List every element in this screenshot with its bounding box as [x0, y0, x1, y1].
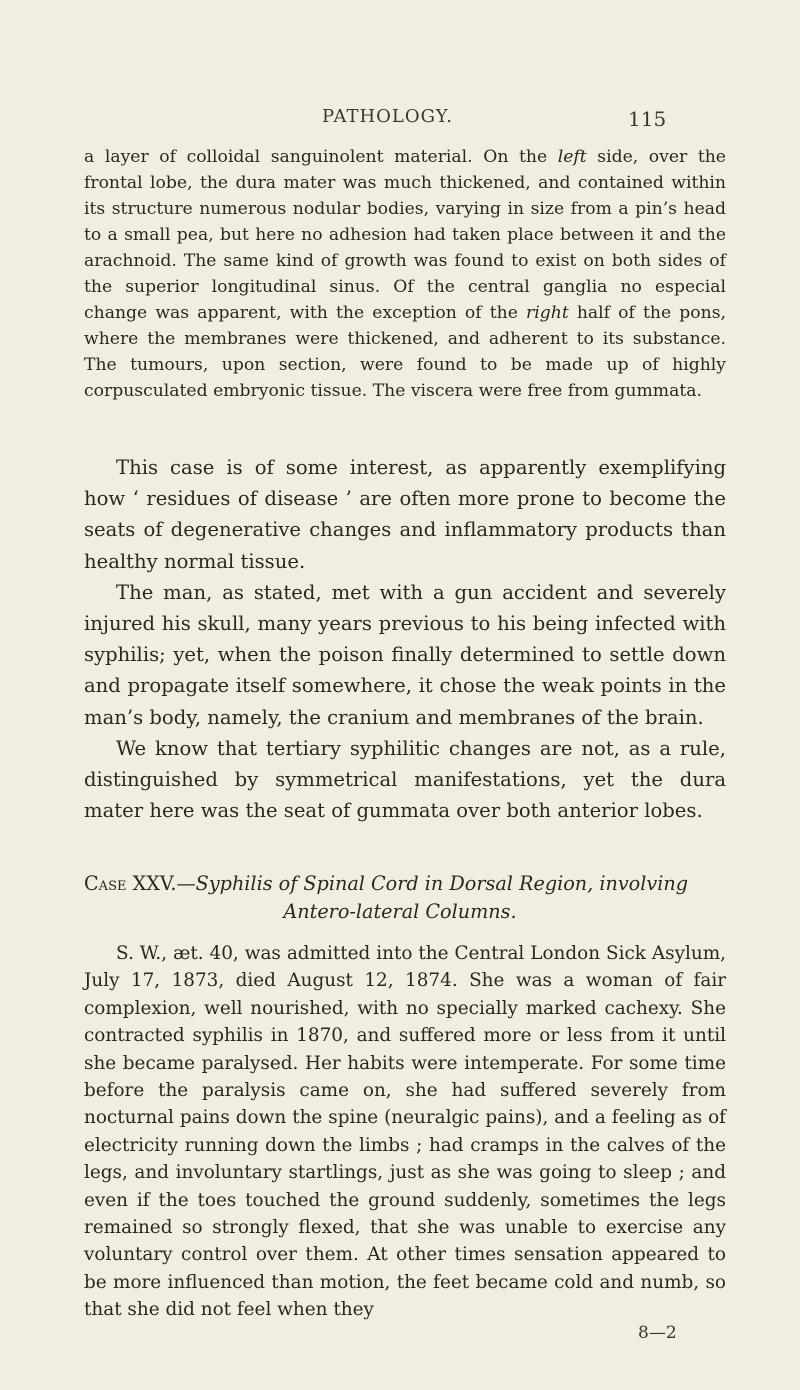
paragraph: The man, as stated, met with a gun accident and severely injured his skull, many years previous to his being infected with syphilis; yet, when the poison finally determined to settle down and propagate itself somewhere, it chose the weak points in the man’s body, namely, the cranium and membranes of the brain. [84, 580, 726, 729]
paragraph: We know that tertiary syphilitic changes are not, as a rule, distinguished by symmetrical manifestations, yet the dura mater here was the seat of gummata over both anterior lobes. [84, 736, 726, 823]
emphasis-right: right [526, 303, 569, 323]
case-label: Case XXV. [84, 872, 177, 895]
signature-mark: 8—2 [638, 1323, 677, 1343]
opening-paragraph-block [84, 144, 726, 404]
emphasis-left: left [557, 147, 587, 167]
page-number: 115 [628, 107, 667, 131]
paragraph: S. W., æt. 40, was admitted into the Central London Sick Asylum, July 17, 1873, died August 12, 1874. She was a woman of fair complexion, well nourished, with no specially marked cachexy. She contracted syphilis in 1870, and suffered more or less from it until she became paralysed. Her habits were intemperate. For some time before the paralysis came on, she had suffered severely from nocturnal pains down the spine (neuralgic pains), and a feeling as of electricity running down the limbs ; had cramps in the calves of the legs, and involuntary startlings, just as she was going to sleep ; and even if the toes touched the ground suddenly, sometimes the legs remained so strongly flexed, that she was unable to exercise any voluntary control over them. At other times sensation appeared to be more influenced than motion, the feet became cold and numb, so that she did not feel when they [84, 943, 726, 1321]
case-report-block [84, 940, 726, 1324]
text-span: half of the pons, where the membranes were thickened, and adherent to its substance. The tumours, upon section, were found to be made up of highly corpusculated embryonic tissue. The viscera were free from gummata. [84, 303, 726, 401]
text-span: side, over the frontal lobe, the dura mater was much thickened, and contained within its structure numerous nodular bodies, varying in size from a pin’s head to a small pea, but here no adhesion had taken place between it and the arachnoid. The same kind of growth was found to exist on both sides of the superior longitudinal sinus. Of the central ganglia no especial change was apparent, with the exception of the [84, 147, 726, 323]
paragraph [84, 144, 726, 404]
text-span: a layer of colloidal sanguinolent material. On the [84, 147, 558, 167]
page-header [0, 106, 800, 136]
running-title: PATHOLOGY. [322, 106, 453, 127]
case-subtitle: Antero-lateral Columns. [283, 900, 517, 923]
case-title: —Syphilis of Spinal Cord in Dorsal Region, involving [176, 872, 688, 895]
case-heading [84, 872, 726, 896]
discussion-block [84, 452, 726, 826]
paragraph: This case is of some interest, as apparently exemplifying how ‘ residues of disease ’ are often more prone to become the seats of degenerative changes and inflammatory products than healthy normal tissue. [84, 456, 726, 573]
